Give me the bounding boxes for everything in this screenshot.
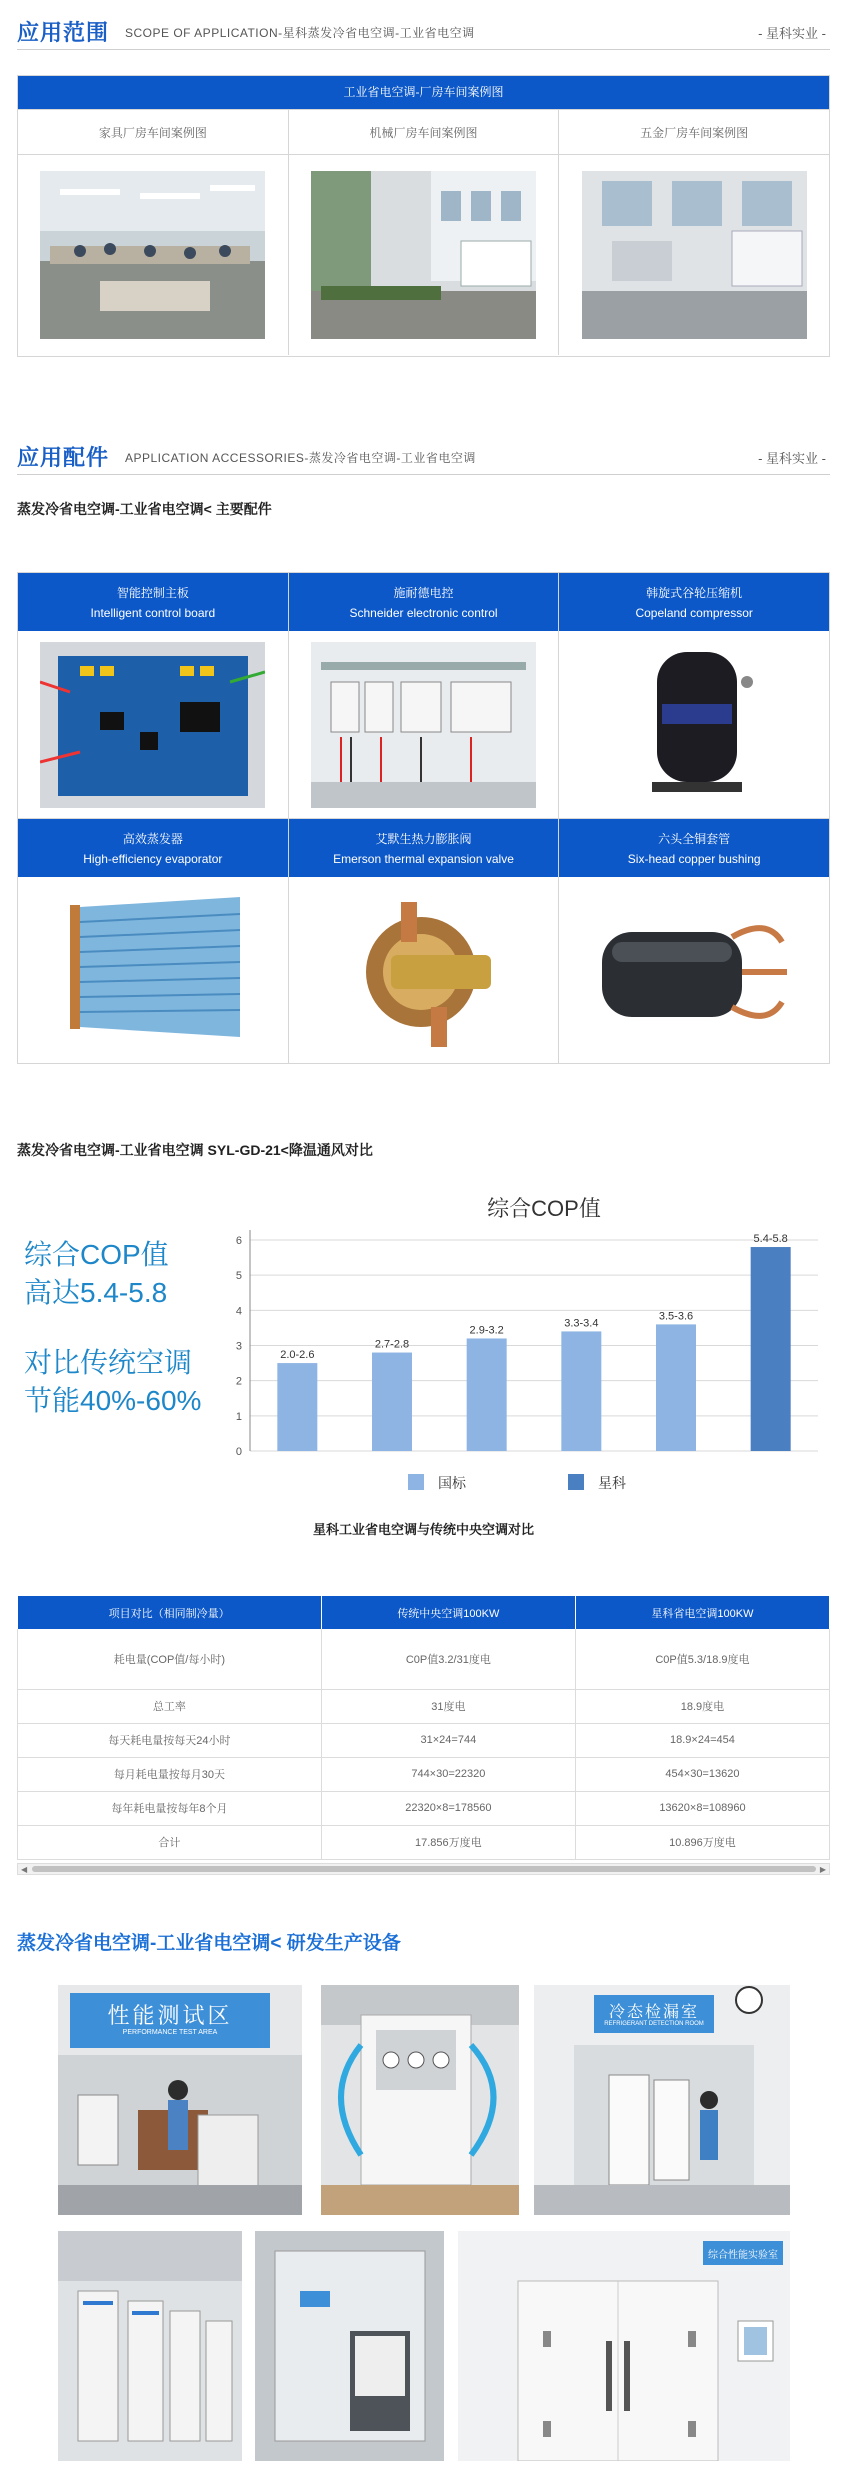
- workshop-photo: [40, 171, 265, 339]
- table-cell: 744×30=22320: [321, 1757, 575, 1791]
- table-cell: 每年耗电量按每年8个月: [18, 1791, 322, 1825]
- bar: [277, 1363, 317, 1451]
- table-cell: 31×24=744: [321, 1723, 575, 1757]
- table-cell: 每天耗电量按每天24小时: [18, 1723, 322, 1757]
- table-cell: 454×30=13620: [575, 1757, 829, 1791]
- parts-grid: [17, 572, 830, 1064]
- copper-bushing-image: [582, 887, 807, 1053]
- table-cell: C0P值5.3/18.9度电: [575, 1629, 829, 1689]
- part-photo-compressor: [559, 631, 829, 818]
- equipment-photo-lab: [458, 2231, 790, 2461]
- promo-line: 综合COP值: [24, 1239, 169, 1270]
- chart-title: 综合COP值: [487, 1196, 601, 1221]
- bar: [656, 1324, 696, 1451]
- production-line-photo: [58, 2231, 242, 2461]
- table-cell: 22320×8=178560: [321, 1791, 575, 1825]
- brand-label: - 星科实业 -: [758, 26, 826, 41]
- y-tick-label: 3: [235, 1340, 242, 1353]
- case-grid: [17, 75, 830, 357]
- y-tick-label: 5: [235, 1270, 242, 1283]
- table-horizontal-scrollbar[interactable]: [17, 1863, 830, 1875]
- cop-chart: [228, 1186, 828, 1506]
- cop-promo: [24, 1236, 201, 1420]
- case-photo-furniture: [18, 155, 289, 355]
- part-header-bushing: 六头全铜套管 Six-head copper bushing: [559, 819, 829, 877]
- case-photo-hardware: [559, 155, 829, 355]
- brand-label: - 星科实业 -: [758, 451, 826, 466]
- part-header-schneider: 施耐德电控 Schneider electronic control: [289, 573, 560, 631]
- equipment-photo-rig: [321, 1985, 519, 2215]
- comparison-caption: 星科工业省电空调与传统中央空调对比: [312, 1522, 534, 1537]
- bar: [467, 1338, 507, 1451]
- data-label: 2.9-3.2: [469, 1324, 504, 1337]
- part-photo-board: [18, 631, 289, 818]
- table-cell: 总工率: [18, 1689, 322, 1723]
- y-tick-label: 6: [235, 1235, 242, 1247]
- part-photo-schneider: [289, 631, 560, 818]
- data-label: 5.4-5.8: [753, 1233, 788, 1246]
- promo-line: 对比传统空调: [24, 1347, 193, 1378]
- table-cell: 13620×8=108960: [575, 1791, 829, 1825]
- section-title-en: APPLICATION ACCESSORIES-蒸发冷省电空调-工业省电空调: [125, 451, 476, 465]
- bar: [561, 1331, 601, 1451]
- cooling-subtitle: 蒸发冷省电空调-工业省电空调 SYL-GD-21<降温通风对比: [17, 1142, 373, 1158]
- section-header-application: [17, 16, 830, 50]
- table-header: 项目对比（相同制冷量）: [18, 1596, 322, 1629]
- test-rig-photo: [321, 1985, 519, 2215]
- evaporator-image: [40, 887, 265, 1053]
- table-cell: 31度电: [321, 1689, 575, 1723]
- y-tick-label: 2: [235, 1375, 242, 1388]
- case-caption-machinery: 机械厂房车间案例图: [289, 109, 560, 155]
- data-label: 3.3-3.4: [564, 1317, 599, 1330]
- equipment-photo-leak-room: [534, 1985, 790, 2215]
- table-cell: 合计: [18, 1825, 322, 1859]
- accessories-subtitle: 蒸发冷省电空调-工业省电空调< 主要配件: [17, 501, 272, 517]
- part-photo-bushing: [559, 877, 829, 1063]
- expansion-valve-image: [311, 887, 536, 1053]
- scrollbar-thumb[interactable]: [32, 1866, 816, 1872]
- lab-photo: [458, 2231, 790, 2461]
- sign-performance-en: PERFORMANCE TEST AREA: [122, 2029, 218, 2036]
- data-label: 2.0-2.6: [280, 1349, 315, 1362]
- sign-leak-room-en: REFRIGERANT DETECTION ROOM: [604, 2021, 704, 2027]
- part-header-board: 智能控制主板 Intelligent control board: [18, 573, 289, 631]
- table-row: [18, 1791, 830, 1825]
- table-header: 传统中央空调100KW: [321, 1596, 575, 1629]
- case-bar: 工业省电空调-厂房车间案例图: [18, 76, 829, 109]
- legend-swatch: [408, 1474, 424, 1490]
- part-photo-valve: [289, 877, 560, 1063]
- table-header: 星科省电空调100KW: [575, 1596, 829, 1629]
- equipment-subtitle: 蒸发冷省电空调-工业省电空调< 研发生产设备: [17, 1933, 401, 1954]
- y-tick-label: 0: [235, 1446, 242, 1458]
- table-cell: 10.896万度电: [575, 1825, 829, 1859]
- legend-label: 星科: [598, 1475, 626, 1491]
- bar: [751, 1247, 791, 1451]
- promo-line: 高达5.4-5.8: [24, 1277, 168, 1308]
- legend-swatch: [568, 1474, 584, 1490]
- part-header-valve: 艾默生热力膨胀阀 Emerson thermal expansion valve: [289, 819, 560, 877]
- compressor-image: [582, 642, 807, 808]
- sign-leak-room: 冷态检漏室: [608, 2004, 699, 2021]
- comparison-table: [17, 1596, 830, 1860]
- test-chamber-photo: [255, 2231, 444, 2461]
- equipment-photo-performance: [58, 1985, 302, 2215]
- scroll-right-arrow-icon[interactable]: ▶: [819, 1865, 826, 1874]
- part-header-evaporator: 高效蒸发器 High-efficiency evaporator: [18, 819, 289, 877]
- scroll-left-arrow-icon[interactable]: ◀: [21, 1865, 28, 1874]
- sign-performance: 性能测试区: [107, 2003, 233, 2028]
- table-cell: 耗电量(COP值/每小时): [18, 1629, 322, 1689]
- table-cell: 17.856万度电: [321, 1825, 575, 1859]
- table-cell: C0P值3.2/31度电: [321, 1629, 575, 1689]
- y-tick-label: 1: [235, 1410, 242, 1423]
- section-title-cn: 应用配件: [17, 445, 110, 470]
- table-row: [18, 1629, 830, 1689]
- data-label: 2.7-2.8: [374, 1338, 410, 1351]
- case-photo-machinery: [289, 155, 560, 355]
- table-row: [18, 1825, 830, 1859]
- data-label: 3.5-3.6: [658, 1310, 694, 1323]
- electric-control-image: [311, 642, 536, 808]
- section-header-accessories: [17, 441, 830, 475]
- control-board-image: [40, 642, 265, 808]
- part-photo-evaporator: [18, 877, 289, 1063]
- legend-label: 国标: [438, 1475, 466, 1491]
- equipment-photo-chamber: [255, 2231, 444, 2461]
- workshop-photo: [311, 171, 536, 339]
- case-caption-furniture: 家具厂房车间案例图: [18, 109, 289, 155]
- table-cell: 18.9×24=454: [575, 1723, 829, 1757]
- promo-line: 节能40%-60%: [24, 1385, 202, 1416]
- case-caption-hardware: 五金厂房车间案例图: [559, 109, 829, 155]
- bar: [372, 1353, 412, 1451]
- section-title-en: SCOPE OF APPLICATION-星科蒸发冷省电空调-工业省电空调: [125, 26, 475, 40]
- equipment-photo-line: [58, 2231, 242, 2461]
- section-title-cn: 应用范围: [17, 20, 110, 45]
- workshop-photo: [582, 171, 807, 339]
- table-row: [18, 1757, 830, 1791]
- part-header-compressor: 韩旋式谷轮压缩机 Copeland compressor: [559, 573, 829, 631]
- table-cell: 18.9度电: [575, 1689, 829, 1723]
- table-cell: 每月耗电量按每月30天: [18, 1757, 322, 1791]
- table-row: [18, 1723, 830, 1757]
- y-tick-label: 4: [235, 1305, 242, 1318]
- sign-lab: 综合性能实验室: [708, 2250, 778, 2261]
- table-row: [18, 1689, 830, 1723]
